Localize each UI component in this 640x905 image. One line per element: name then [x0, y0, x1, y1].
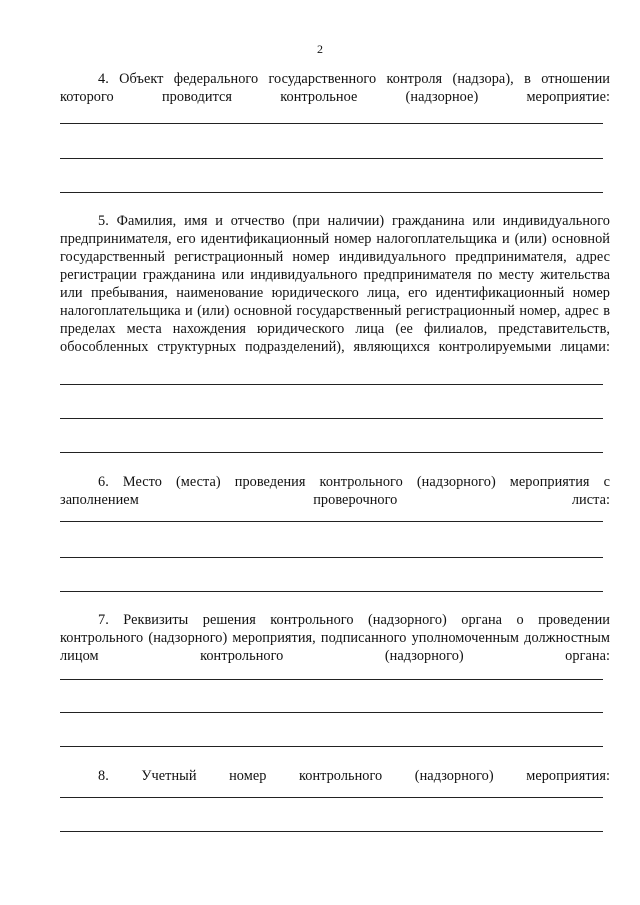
- fill-line[interactable]: [60, 746, 603, 747]
- fill-line[interactable]: [60, 831, 603, 832]
- section-7: [60, 611, 610, 665]
- section-8: [60, 767, 610, 785]
- fill-line[interactable]: [60, 797, 603, 798]
- fill-line[interactable]: [60, 591, 603, 592]
- section-8-text: 8. Учетный номер контрольного (надзорного) мероприятия:: [98, 768, 610, 784]
- section-5-text: 5. Фамилия, имя и отчество (при наличии) гражданина или индивидуального предпринимателя, его идентификационный номер налогоплательщика и (или) основной государственный регистрационный номер индивидуального предпринимателя, адрес регистрации гражданина или индивидуального предпринимателя по месту жительства или пребывания, наименование юридического лица, его идентификационный номер налогоплательщика и (или) основной государственный регистрационный номер, адрес в пределах места нахождения юридического лица (ее филиалов, представительств, обособленных структурных подразделений), являющихся контролируемыми лицами:: [60, 213, 610, 355]
- page-number: 2: [317, 42, 323, 56]
- section-7-text: 7. Реквизиты решения контрольного (надзорного) органа о проведении контрольного (надзорного) мероприятия, подписанного уполномоченным должностным лицом контрольного (надзорного) органа:: [60, 612, 610, 664]
- fill-line[interactable]: [60, 192, 603, 193]
- fill-line[interactable]: [60, 679, 603, 680]
- fill-line[interactable]: [60, 158, 603, 159]
- section-4: [60, 70, 610, 106]
- section-6-text: 6. Место (места) проведения контрольного (надзорного) мероприятия с заполнением проверочного листа:: [60, 474, 610, 508]
- section-6: [60, 473, 610, 509]
- section-5: [60, 212, 610, 356]
- fill-line[interactable]: [60, 452, 603, 453]
- fill-line[interactable]: [60, 557, 603, 558]
- section-4-text: 4. Объект федерального государственного контроля (надзора), в отношении которого проводится контрольное (надзорное) мероприятие:: [60, 71, 610, 105]
- fill-line[interactable]: [60, 123, 603, 124]
- fill-line[interactable]: [60, 384, 603, 385]
- fill-line[interactable]: [60, 418, 603, 419]
- fill-line[interactable]: [60, 521, 603, 522]
- fill-line[interactable]: [60, 712, 603, 713]
